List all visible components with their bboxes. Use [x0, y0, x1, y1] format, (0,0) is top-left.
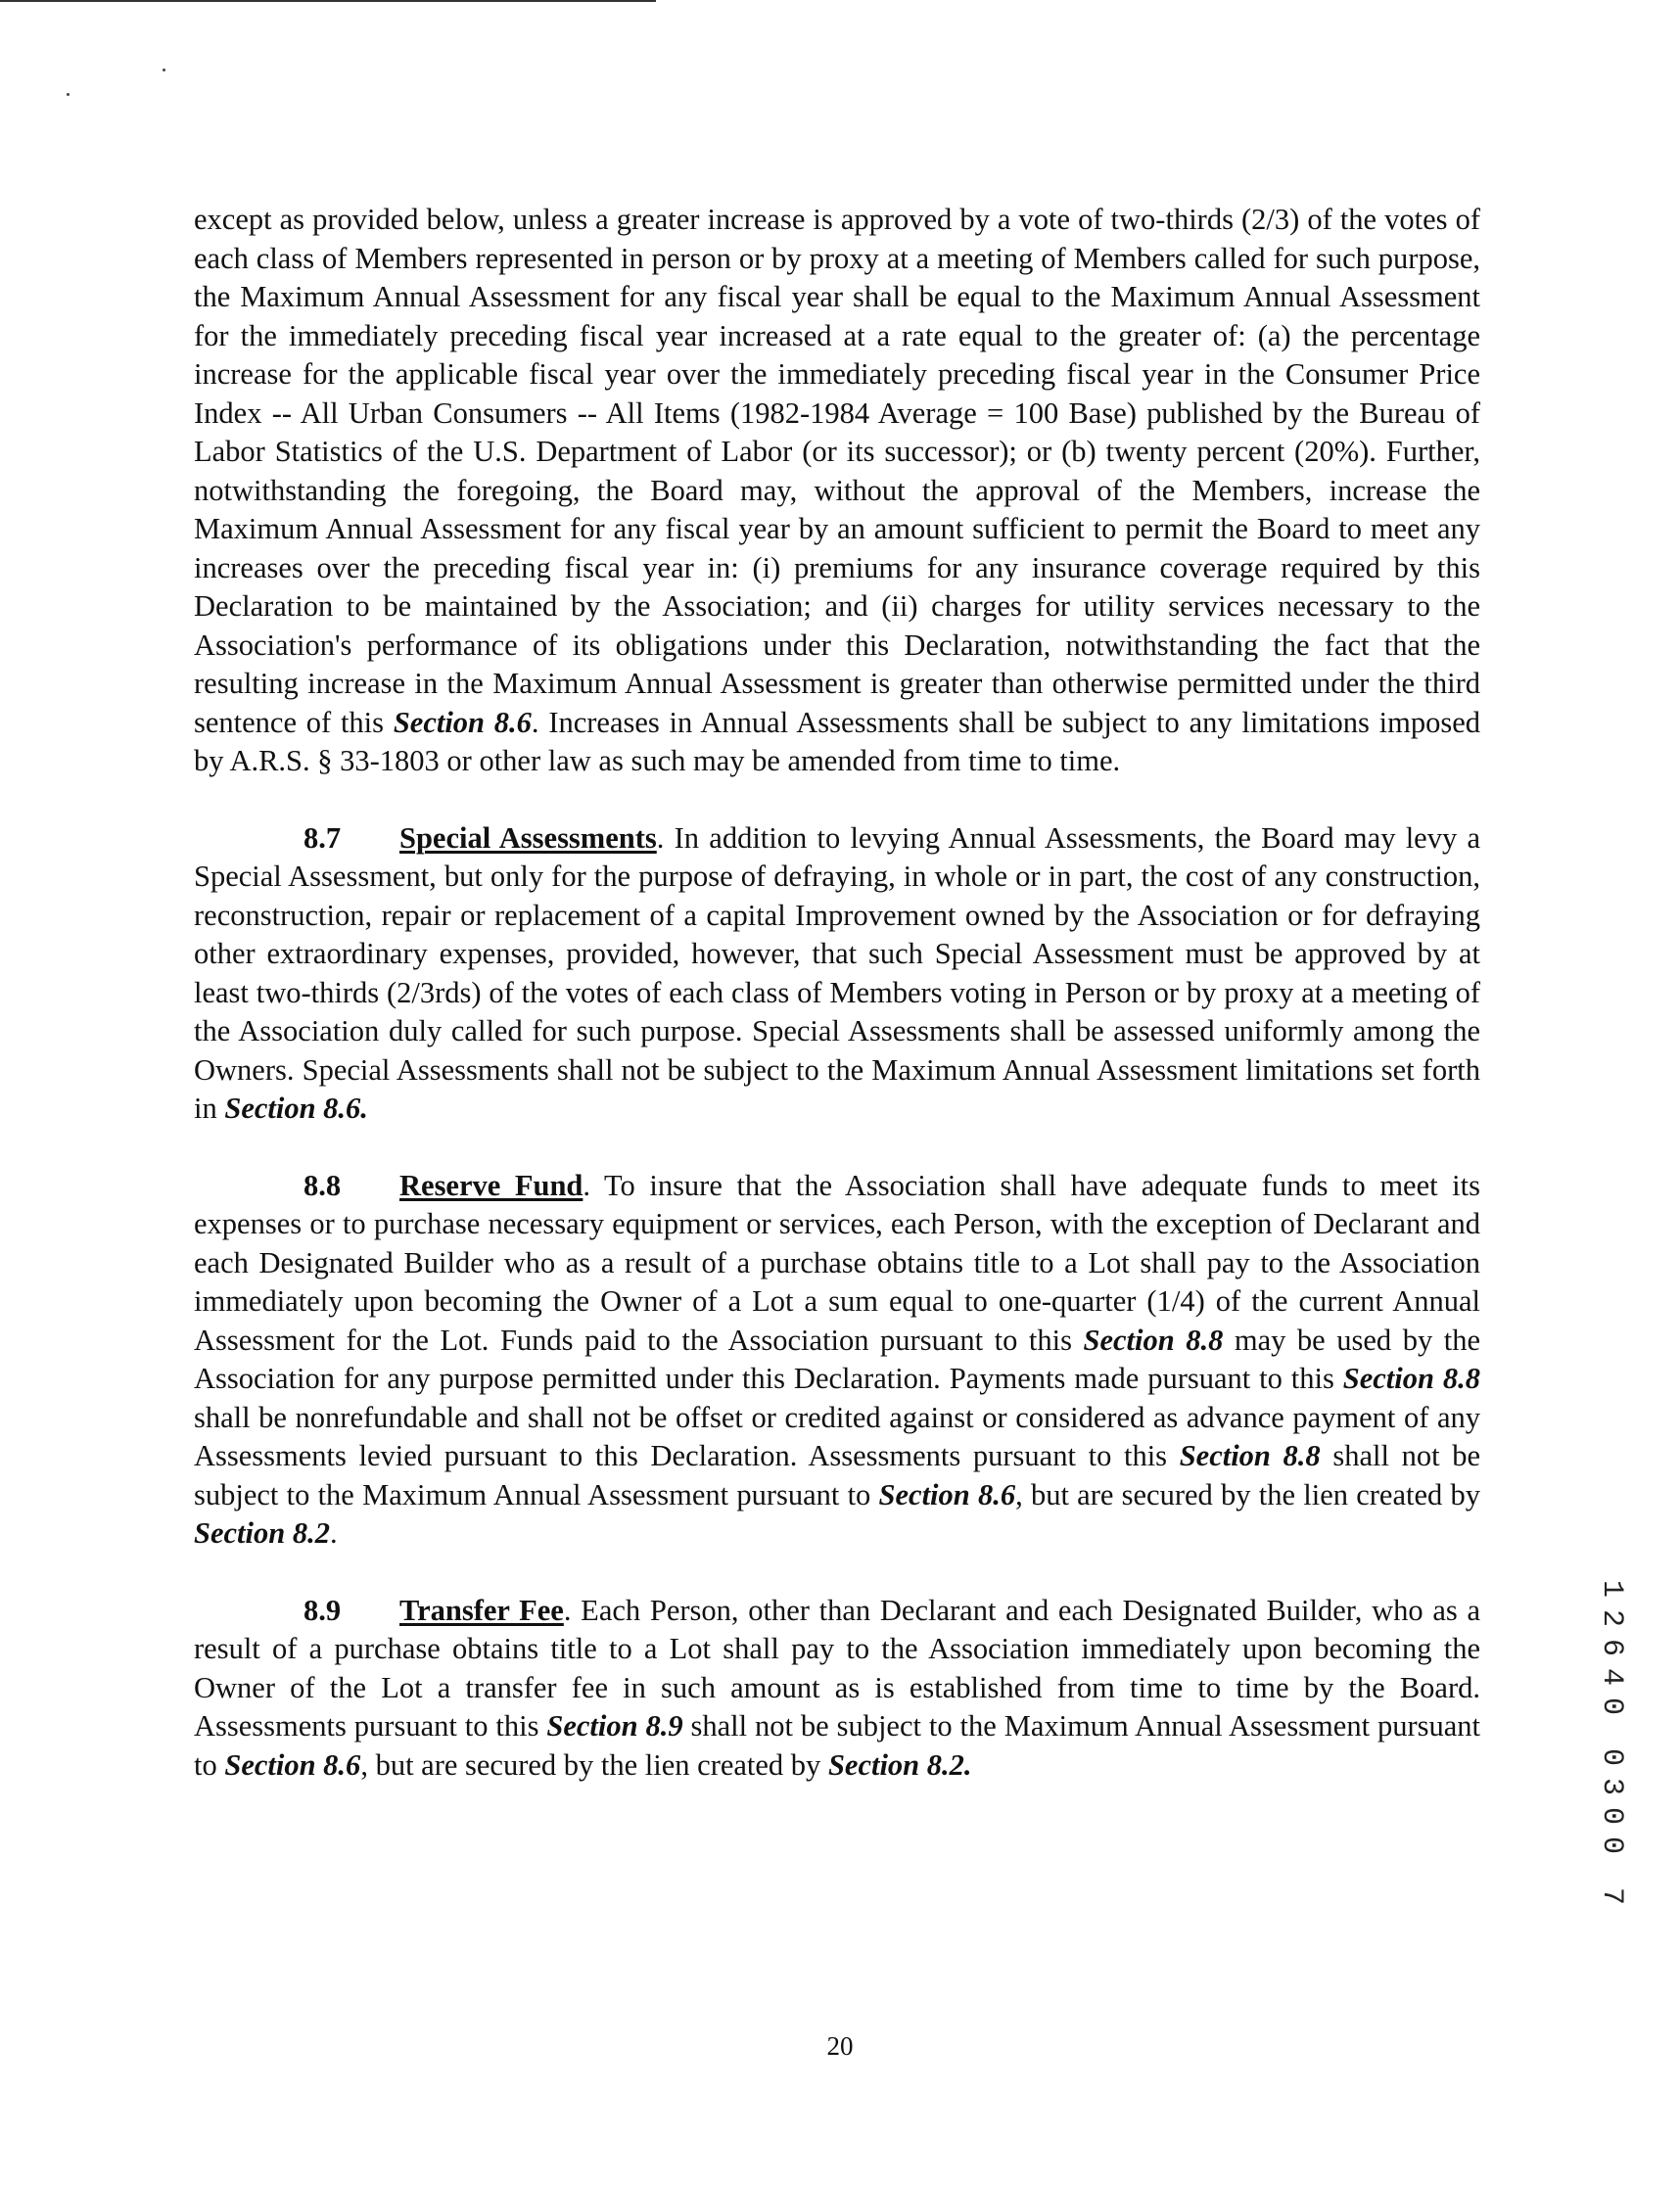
body-text: shall not be subject to the Maximum Annual Assessment pursuant to	[194, 1439, 1480, 1511]
paragraph-section-8-8	[194, 1167, 1480, 1554]
page-number: 20	[826, 2031, 854, 2061]
stamp-digit: 0	[1595, 1747, 1628, 1766]
scan-edge-line	[0, 0, 656, 2]
section-reference: Section 8.6	[878, 1477, 1016, 1511]
body-text: .	[329, 1516, 338, 1550]
paragraph-section-8-7	[194, 819, 1480, 1129]
stamp-digit: 1	[1595, 1579, 1628, 1598]
paragraph-continuation	[194, 201, 1480, 781]
section-heading: Special Assessments	[399, 820, 657, 855]
section-number: 8.7	[303, 820, 342, 855]
section-reference: Section 8.9	[546, 1709, 683, 1743]
body-text: shall not be subject to the Maximum Annual Assessment pursuant to	[194, 1709, 1480, 1782]
body-text: , but are secured by the lien created by	[1015, 1477, 1480, 1511]
document-body	[194, 201, 1480, 1785]
section-reference: Section 8.8	[1083, 1323, 1224, 1357]
section-reference: Section 8.8	[1342, 1362, 1480, 1395]
recording-stamp	[1597, 1574, 1626, 1911]
body-text: . In addition to levying Annual Assessments, the Board may levy a Special Assessment, but only for the purpose of defraying, in whole or in part, the cost of any construction, reconstruction, repair or replacement of a capital Improvement owned by the Association or for defraying other extraordinary expenses, provided, however, that such Special Assessment must be approved by at least two-thirds (2/3rds) of the votes of each class of Members voting in Person or by proxy at a meeting of the Association duly called for such purpose. Special Assessments shall be assessed uniformly among the Owners. Special Assessments shall not be subject to the Maximum Annual Assessment limitations set forth in	[194, 820, 1480, 1125]
section-number: 8.8	[303, 1168, 342, 1202]
scan-speck	[67, 93, 70, 96]
section-reference: Section 8.2.	[827, 1747, 972, 1782]
body-text: . To insure that the Association shall have adequate funds to meet its expenses or to purchase necessary equipment or services, each Person, with the exception of Declarant and each Designated Builder who as a result of a purchase obtains title to a Lot shall pay to the Association immediately upon becoming the Owner of a Lot a sum equal to one-quarter (1/4) of the current Annual Assessment for the Lot. Funds paid to the Association pursuant to this	[194, 1168, 1480, 1357]
stamp-group	[1597, 1743, 1626, 1860]
section-reference: Section 8.6	[393, 705, 532, 739]
body-text: . Increases in Annual Assessments shall be subject to any limitations imposed by A.R.S. § 33-1803 or other law as such may be amended from time to time.	[194, 705, 1480, 777]
body-text: except as provided below, unless a greater increase is approved by a vote of two-thirds (2/3) of the votes of each class of Members represented in person or by proxy at a meeting of Members called for such purpose, the Maximum Annual Assessment for any fiscal year shall be equal to the Maximum Annual Assessment for the immediately preceding fiscal year increased at a rate equal to the greater of: (a) the percentage increase for the applicable fiscal year over the immediately preceding fiscal year in the Consumer Price Index -- All Urban Consumers -- All Items (1982-1984 Average = 100 Base) published by the Bureau of Labor Statistics of the U.S. Department of Labor (or its successor); or (b) twenty percent (20%). Further, notwithstanding the foregoing, the Board may, without the approval of the Members, increase the Maximum Annual Assessment for any fiscal year by an amount sufficient to permit the Board to meet any increases over the preceding fiscal year in: (i) premiums for any insurance coverage required by this Declaration to be maintained by the Association; and (ii) charges for utility services necessary to the Association's performance of its obligations under this Declaration, notwithstanding the fact that the resulting increase in the Maximum Annual Assessment is greater than otherwise permitted under the third sentence of this	[194, 203, 1480, 739]
stamp-digit: 3	[1595, 1777, 1628, 1795]
section-heading: Transfer Fee	[399, 1593, 564, 1627]
section-reference: Section 8.6	[224, 1747, 361, 1782]
section-reference: Section 8.2	[194, 1516, 330, 1550]
section-reference: Section 8.6.	[224, 1092, 368, 1125]
paragraph-section-8-9	[194, 1592, 1480, 1786]
body-text: may be used by the Association for any purpose permitted under this Declaration. Payments made pursuant to this	[194, 1323, 1480, 1395]
stamp-digit: 6	[1595, 1638, 1628, 1656]
stamp-group	[1597, 1574, 1626, 1721]
stamp-digit: 2	[1595, 1608, 1628, 1627]
stamp-digit: 0	[1595, 1806, 1628, 1825]
section-reference: Section 8.8	[1179, 1439, 1321, 1472]
stamp-group	[1597, 1882, 1626, 1911]
stamp-digit: 0	[1595, 1836, 1628, 1854]
stamp-digit: 4	[1595, 1667, 1628, 1686]
stamp-digit: 0	[1595, 1697, 1628, 1715]
scan-speck	[163, 69, 165, 71]
body-text: shall be nonrefundable and shall not be offset or credited against or considered as advance payment of any Assessments levied pursuant to this Declaration. Assessments pursuant to this	[194, 1400, 1480, 1472]
section-heading: Reserve Fund	[399, 1168, 583, 1202]
body-text: , but are secured by the lien created by	[360, 1747, 828, 1782]
body-text: . Each Person, other than Declarant and each Designated Builder, who as a result of a purchase obtains title to a Lot shall pay to the Association immediately upon becoming the Owner of the Lot a transfer fee in such amount as is established from time to time by the Board. Assessments pursuant to this	[194, 1593, 1481, 1743]
stamp-digit: 7	[1595, 1886, 1628, 1905]
section-number: 8.9	[303, 1593, 342, 1627]
